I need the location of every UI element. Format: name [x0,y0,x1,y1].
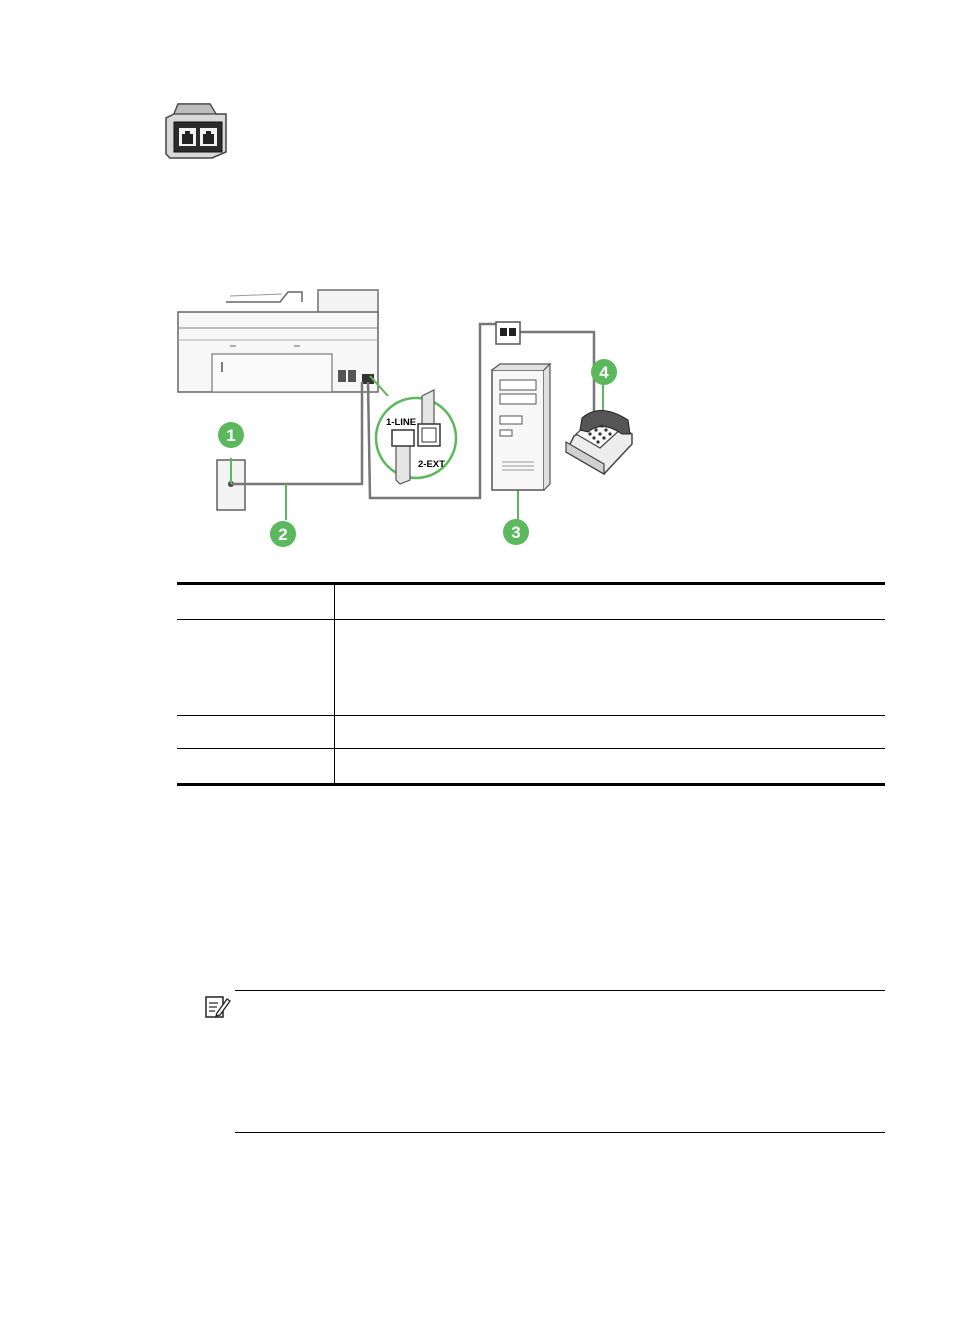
fax-connection-diagram [170,284,640,552]
table-row-rule [177,715,885,716]
svg-text:3: 3 [511,523,521,542]
table-bottom-rule [177,783,885,786]
parallel-splitter-icon [164,102,228,160]
callout-4 [591,359,617,385]
port-label-ext: 2-EXT [418,459,445,470]
svg-text:4: 4 [599,363,609,382]
callout-2 [270,521,296,547]
svg-text:1: 1 [226,426,236,445]
table-top-rule [177,582,885,585]
svg-text:2: 2 [278,525,288,544]
computer-tower-icon [492,364,550,490]
telephone-icon [566,410,632,474]
port-label-line: 1-LINE [386,417,417,428]
note-bottom-rule [235,1132,885,1133]
callout-1 [218,422,244,448]
callout-3 [503,519,529,545]
note-icon [203,994,231,1020]
printer-icon [178,290,378,392]
callout-legend-table [177,582,885,786]
table-row-rule [177,748,885,749]
note-top-rule [235,990,885,991]
table-column-divider [334,585,335,783]
table-header-rule [177,619,885,620]
